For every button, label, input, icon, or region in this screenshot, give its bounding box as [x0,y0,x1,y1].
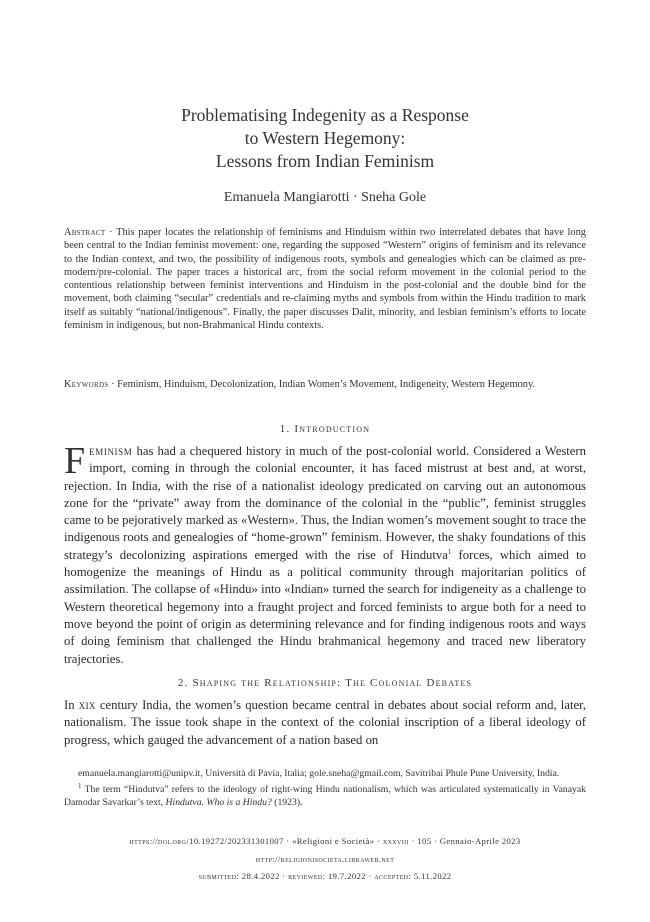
intro-text-part-2: forces, which aimed to homogenize the meanings of Hindu as a political community through majoritarian politics of assimilation. The collapse of «Hindu» into «Indian» turned the search for indigeneity as a challenge to Western theoretical hegemony into a fraught project and forced feminists to argue both for a need to move beyond the point of origin as determining relevance and for finding indigenous roots and ways of doing feminism that challenged the Hindu brahmanical hegemony and traced new liberatory trajectories. [64,547,587,666]
journal-url[interactable]: http://religionisocieta.libraweb.net [255,854,395,864]
abstract-text: This paper locates the relationship of feminisms and Hinduism within two interrelated debates that have long been central to the Indian feminist movement: one, regarding the supposed “Western” origins of feminism and its relevance to the Indian context, and two, the possibility of indigenous roots, symbols and genealogies which can be claimed as pre-modern/pre-colonial. The paper traces a historical arc, from the social reform movement in the colonial period to the contentious relationship between feminist interventions and Hinduism in the post-colonial and the double bind for the movement, both claiming “secular” credentials and re-claiming myths and symbols from within the Hindu tradition to mark itself as suitably “national/indigenous”. Finally, the paper discusses Dalit, minority, and lesbian feminism’s efforts to locate feminism in indigenous, but non-Brahmanical Hindu contexts. [64,227,587,331]
title-line-3: Lessons from Indian Feminism [215,151,435,171]
section2-paragraph [64,697,586,749]
footnote-1-title: Hindutva. Who is a Hindu? [165,796,272,808]
submission-dates: submitted: 28.4.2022 · reviewed: 19.7.2022 · accepted: 5.11.2022 [198,871,452,881]
keywords-separator: · [108,379,118,390]
doi-link[interactable]: https://doi.org/10.19272/202331301007 [129,836,284,846]
footnote-1-text-b: (1923). [271,796,303,808]
footnotes [64,768,586,809]
keywords-label: Keywords [64,379,109,390]
keywords-text: Feminism, Hinduism, Decolonization, Indian Women’s Movement, Indigeneity, Western Hegemony. [117,379,536,390]
footnote-1-text-a: The term “Hindutva” refers to the ideology of right-wing Hindu nationalism, which was articulated systematically in Vanayak Damodar Savarkar’s text, [64,783,586,808]
section2-lead: In [64,698,79,712]
footnote-1-number: 1 [78,781,82,790]
title-line-1: Problematising Indegenity as a Response [181,105,469,125]
introduction-paragraph [64,440,587,668]
section-heading-colonial-debates: 2. Shaping the Relationship: The Colonial Debates [177,677,473,689]
footnote-ref-1[interactable]: 1 [447,547,452,556]
volume-issue: xxxviii · 105 [382,836,432,846]
drop-cap: F [64,440,86,482]
authors: Emanuela Mangiarotti · Sneha Gole [223,190,427,205]
abstract [64,226,586,332]
footnote-1 [64,781,586,810]
lead-small-caps: eminism [89,444,133,458]
section-heading-introduction: 1. Introduction [279,423,371,435]
century-numeral: xix [78,698,96,712]
section2-text: century India, the women’s question became central in debates about social reform and, later, nationalism. The issue took shape in the context of the colonial inscription of a liberal ideology of progress, which gauged the advancement of a nation based on [64,698,586,747]
paper-title [0,104,650,173]
issue-date: · Gennaio-Aprile 2023 [431,836,521,846]
keywords [64,378,586,391]
journal-name: · «Religioni e Società» · [283,836,383,846]
affiliation-note: emanuela.mangiarotti@unipv.it, Università di Pavia, Italia; gole.sneha@gmail.com, Savitribai Phule Pune University, India. [78,768,560,779]
footer-citation [0,836,650,846]
abstract-separator: · [105,227,117,238]
title-line-2: to Western Hegemony: [244,128,406,148]
abstract-label: Abstract [64,227,106,238]
intro-text-part-1: has had a chequered history in much of the post-colonial world. Considered a Western import, coming in through the colonial encounter, it has faced mistrust at best and, at worst, rejection. In India, with the rise of a nationalist ideology predicated on carving out an autonomous zone for the “private” away from the dominance of the colonial in the “public”, feminist struggles came to be pejoratively marked as «Western». Thus, the Indian women’s movement sought to trace the indigenous roots and genealogies of “home-grown” feminism. However, the shaky foundations of this strategy’s decolonizing aspirations emerged with the rise of Hindutva [64,444,586,562]
